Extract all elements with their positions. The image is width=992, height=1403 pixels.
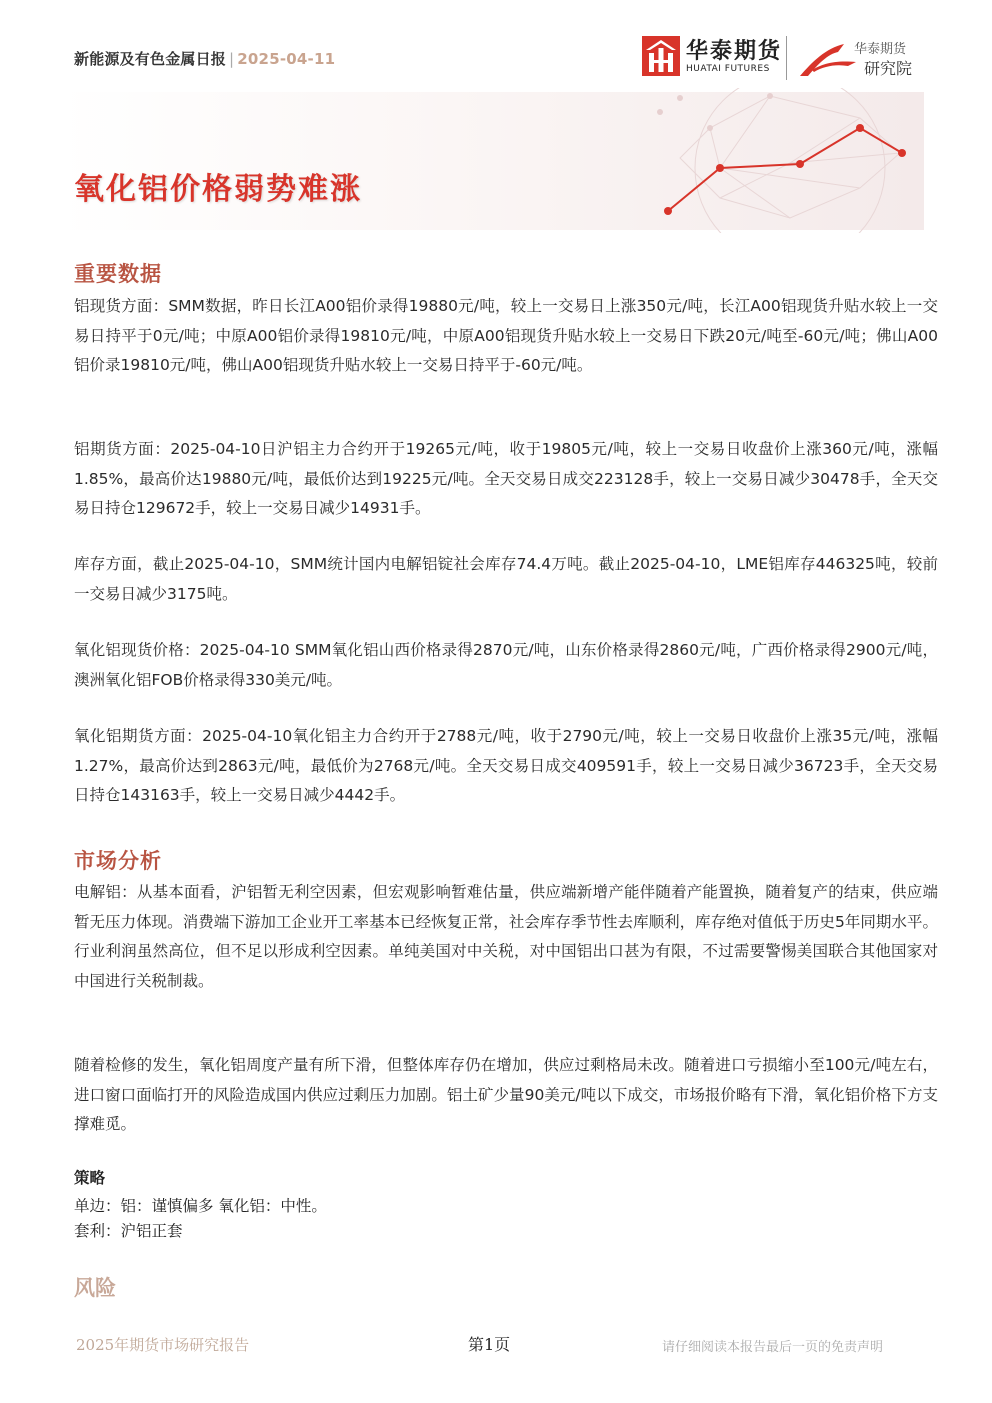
- brand-name-en: HUATAI FUTURES: [686, 64, 770, 74]
- report-header: [74, 48, 335, 69]
- brand-name-cn: 华泰期货: [686, 39, 783, 64]
- footer-disclaimer-note: 请仔细阅读本报告最后一页的免责声明: [662, 1340, 884, 1355]
- paragraph-alumina-futures: 氧化铝期货方面：2025-04-10氧化铝主力合约开于2788元/吨，收于2790元/吨，较上一交易日收盘价上涨35元/吨，涨幅1.27%，最高价达到2863元/吨，最低价为2768元/吨。全天交易日成交409591手，较上一交易日减少36723手，全天交易日持仓143163手，较上一交易日减少4442手。: [74, 727, 938, 804]
- logo-divider: [786, 36, 787, 80]
- footer-report-name: 2025年期货市场研究报告: [76, 1336, 250, 1354]
- paragraph-alumina-spot: 氧化铝现货价格：2025-04-10 SMM氧化铝山西价格录得2870元/吨，山东价格录得2860元/吨，广西价格录得2900元/吨，澳洲氧化铝FOB价格录得330美元/吨。: [74, 641, 938, 689]
- huatai-logo-icon: [642, 36, 680, 76]
- section-heading-risk: 风险: [74, 1276, 116, 1300]
- section-heading-key-data: 重要数据: [74, 262, 162, 286]
- footer-page-number: 第1页: [468, 1335, 511, 1354]
- research-institute-logo: [798, 38, 928, 82]
- strategy-single-side: 单边：铝：谨慎偏多 氧化铝：中性。: [74, 1197, 327, 1215]
- strategy-heading: 策略: [74, 1169, 106, 1187]
- huatai-futures-logo: [642, 34, 782, 80]
- institute-swoosh-icon: [798, 40, 858, 80]
- paragraph-aluminum-futures: 铝期货方面：2025-04-10日沪铝主力合约开于19265元/吨，收于19805元/吨，较上一交易日收盘价上涨360元/吨，涨幅1.85%，最高价达19880元/吨，最低价达到19225元/吨。全天交易日成交223128手，较上一交易日减少30478手，全天交易日持仓129672手，较上一交易日减少14931手。: [74, 440, 938, 517]
- report-date: 2025-04-11: [237, 50, 336, 68]
- paragraph-inventory: 库存方面，截止2025-04-10，SMM统计国内电解铝锭社会库存74.4万吨。截止2025-04-10，LME铝库存446325吨，较前一交易日减少3175吨。: [74, 555, 938, 603]
- header-separator: |: [229, 50, 235, 68]
- institute-name-bottom: 研究院: [864, 59, 913, 78]
- paragraph-aluminum-spot: 铝现货方面：SMM数据，昨日长江A00铝价录得19880元/吨，较上一交易日上涨350元/吨，长江A00铝现货升贴水较上一交易日持平于0元/吨；中原A00铝价录得19810元/吨，中原A00铝现货升贴水较上一交易日下跌20元/吨至-60元/吨；佛山A00铝价录19810元/吨，佛山A00铝现货升贴水较上一交易日持平于-60元/吨。: [74, 297, 938, 374]
- section-heading-market-analysis: 市场分析: [74, 849, 162, 873]
- page-title: 氧化铝价格弱势难涨: [74, 172, 362, 207]
- paragraph-alumina-analysis: 随着检修的发生，氧化铝周度产量有所下滑，但整体库存仍在增加，供应过剩格局未改。随着进口亏损缩小至100元/吨左右，进口窗口面临打开的风险造成国内供应过剩压力加剧。铝土矿少量90美元/吨以下成交，市场报价略有下滑，氧化铝价格下方支撑难觅。: [74, 1056, 938, 1133]
- paragraph-electrolytic-aluminum: 电解铝：从基本面看，沪铝暂无利空因素，但宏观影响暂难估量，供应端新增产能伴随着产能置换，随着复产的结束，供应端暂无压力体现。消费端下游加工企业开工率基本已经恢复正常，社会库存季节性去库顺利，库存绝对值低于历史5年同期水平。行业利润虽然高位，但不足以形成利空因素。单纯美国对中关税，对中国铝出口甚为有限，不过需要警惕美国联合其他国家对中国进行关税制裁。: [74, 883, 938, 990]
- network-graphic: [560, 88, 930, 233]
- report-name: 新能源及有色金属日报: [74, 50, 227, 68]
- institute-name-top: 华泰期货: [854, 42, 907, 57]
- strategy-arbitrage: 套利：沪铝正套: [74, 1222, 183, 1240]
